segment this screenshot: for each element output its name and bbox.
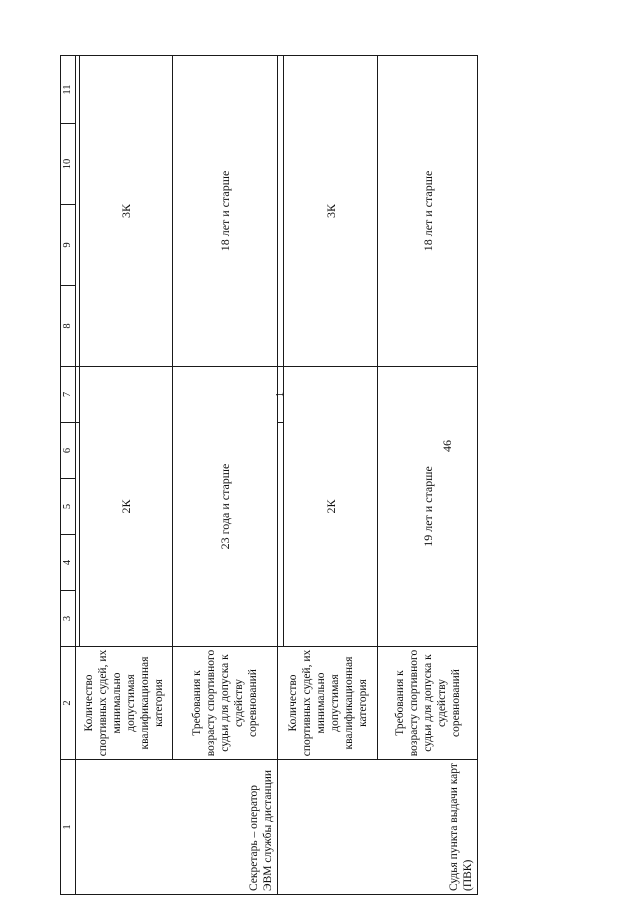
rotated-table-wrapper <box>60 56 474 895</box>
column-number-row <box>61 56 76 895</box>
parameter-cell: Количество спортивных судей, их минимально допустимая квалификационная категория <box>278 647 378 760</box>
role-cell: Секретарь – оператор ЭВМ службы дистанции <box>76 760 278 895</box>
parameter-cell: Требования к возрасту спортивного судьи для допуска к судейству соревнований <box>378 647 478 760</box>
column-number: 6 <box>61 423 76 479</box>
column-number: 7 <box>61 367 76 423</box>
page-number: 46 <box>440 440 454 452</box>
column-number: 2 <box>61 647 76 760</box>
value-cell-right: 18 лет и старше <box>173 56 278 367</box>
column-number: 8 <box>61 286 76 367</box>
value-cell-left: 19 лет и старше <box>378 367 478 647</box>
value-cell-left: 2К <box>80 367 173 647</box>
gap-value-cell: 1 <box>278 367 284 423</box>
value-cell-right: 3К <box>80 56 173 367</box>
parameter-cell: Количество спортивных судей, их минимально допустимая квалификационная категория <box>76 647 173 760</box>
column-number: 10 <box>61 124 76 205</box>
parameter-cell: Требования к возрасту спортивного судьи для допуска к судейству соревнований <box>173 647 278 760</box>
column-number: 11 <box>61 56 76 124</box>
value-cell-right: 3К <box>284 56 378 367</box>
role-cell: Судья пункта выдачи карт (ПВК) <box>278 760 478 895</box>
value-cell-left: 2К <box>284 367 378 647</box>
column-number: 3 <box>61 591 76 647</box>
value-cell-right: 18 лет и старше <box>378 56 478 367</box>
judges-table <box>60 55 478 895</box>
column-number: 4 <box>61 535 76 591</box>
column-number: 5 <box>61 479 76 535</box>
value-cell-left: 23 года и старше <box>173 367 278 647</box>
column-number: 9 <box>61 205 76 286</box>
column-number: 1 <box>61 760 76 895</box>
